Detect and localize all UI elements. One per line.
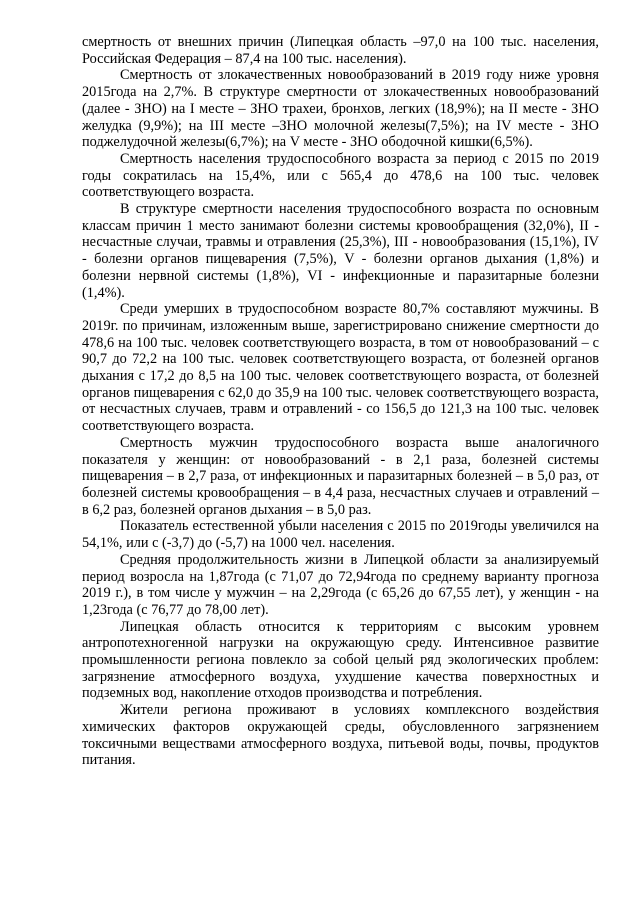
- paragraph-life-expectancy: Средняя продолжительность жизни в Липецкой области за анализируемый период возросла на 1,87года (с 71,07 до 72,94года по среднему варианту прогноза 2019 г.), в том числе у мужчин – на 2,29года (с 65,26 до 67,55 лет), у женщин - на 1,23года (с 76,77 до 78,00 лет).: [82, 551, 599, 618]
- document-page: [82, 34, 599, 769]
- paragraph-chemical-factors: Жители региона проживают в условиях комплексного воздействия химических факторов окружающей среды, обусловленного загрязнением токсичными веществами атмосферного воздуха, питьевой воды, почвы, продуктов питания.: [82, 702, 599, 769]
- paragraph-men-vs-women: Смертность мужчин трудоспособного возраста выше аналогичного показателя у женщин: от новообразований - в 2,1 раза, болезней системы пищеварения – в 2,7 раза, от инфекционных и паразитарных болезней – в 5,0 раз, от болезней системы кровообращения – в 4,4 раза, несчастных случаев и отравлений – в 6,2 раз, болезней органов дыхания – в 5,0 раз.: [82, 434, 599, 518]
- paragraph-working-age-structure: В структуре смертности населения трудоспособного возраста по основным классам причин 1 место занимают болезни системы кровообращения (32,0%), II - несчастные случаи, травмы и отравления (25,3%), III - новообразования (15,1%), IV - болезни органов пищеварения (7,5%), V - болезни органов дыхания (1,8%) и болезни нервной системы (1,8%), VI - инфекционные и паразитарные болезни (1,4%).: [82, 201, 599, 301]
- paragraph-men-share: Среди умерших в трудоспособном возрасте 80,7% составляют мужчины. В 2019г. по причинам, изложенным выше, зарегистрировано снижение смертности до 478,6 на 100 тыс. человек соответствующего возраста, в том от новообразований – с 90,7 до 72,2 на 100 тыс. человек соответствующего возраста, от болезней органов дыхания с 17,2 до 8,5 на 100 тыс. человек соответствующего возраста, от болезней органов пищеварения с 62,0 до 35,9 на 100 тыс. человек соответствующего возраста, от несчастных случаев, травм и отравлений - со 156,5 до 121,3 на 100 тыс. человек соответствующего возраста.: [82, 301, 599, 435]
- paragraph-cancer-mortality: Смертность от злокачественных новообразований в 2019 году ниже уровня 2015года на 2,7%. В структуре смертности от злокачественных новообразований (далее - ЗНО) на I месте – ЗНО трахеи, бронхов, легких (18,9%); на II месте - ЗНО желудка (9,9%); на III месте –ЗНО молочной железы(7,5%); на IV месте - ЗНО поджелудочной железы(6,7%); на V месте - ЗНО ободочной кишки(6,5%).: [82, 67, 599, 151]
- paragraph-working-age-mortality: Смертность населения трудоспособного возраста за период с 2015 по 2019 годы сократилась на 15,4%, или с 565,4 до 478,6 на 100 тыс. человек соответствующего возраста.: [82, 150, 599, 201]
- paragraph-environmental-load: Липецкая область относится к территориям с высоким уровнем антропотехногенной нагрузки на окружающую среду. Интенсивное развитие промышленности региона повлекло за собой целый ряд экологических проблем: загрязнение атмосферного воздуха, ухудшение качества поверхностных и подземных вод, накопление отходов производства и потребления.: [82, 618, 599, 702]
- paragraph-natural-decline: Показатель естественной убыли населения с 2015 по 2019годы увеличился на 54,1%, или с (-3,7) до (-5,7) на 1000 чел. населения.: [82, 518, 599, 552]
- paragraph-external-causes: смертность от внешних причин (Липецкая область –97,0 на 100 тыс. населения, Российская Федерация – 87,4 на 100 тыс. населения).: [82, 34, 599, 67]
